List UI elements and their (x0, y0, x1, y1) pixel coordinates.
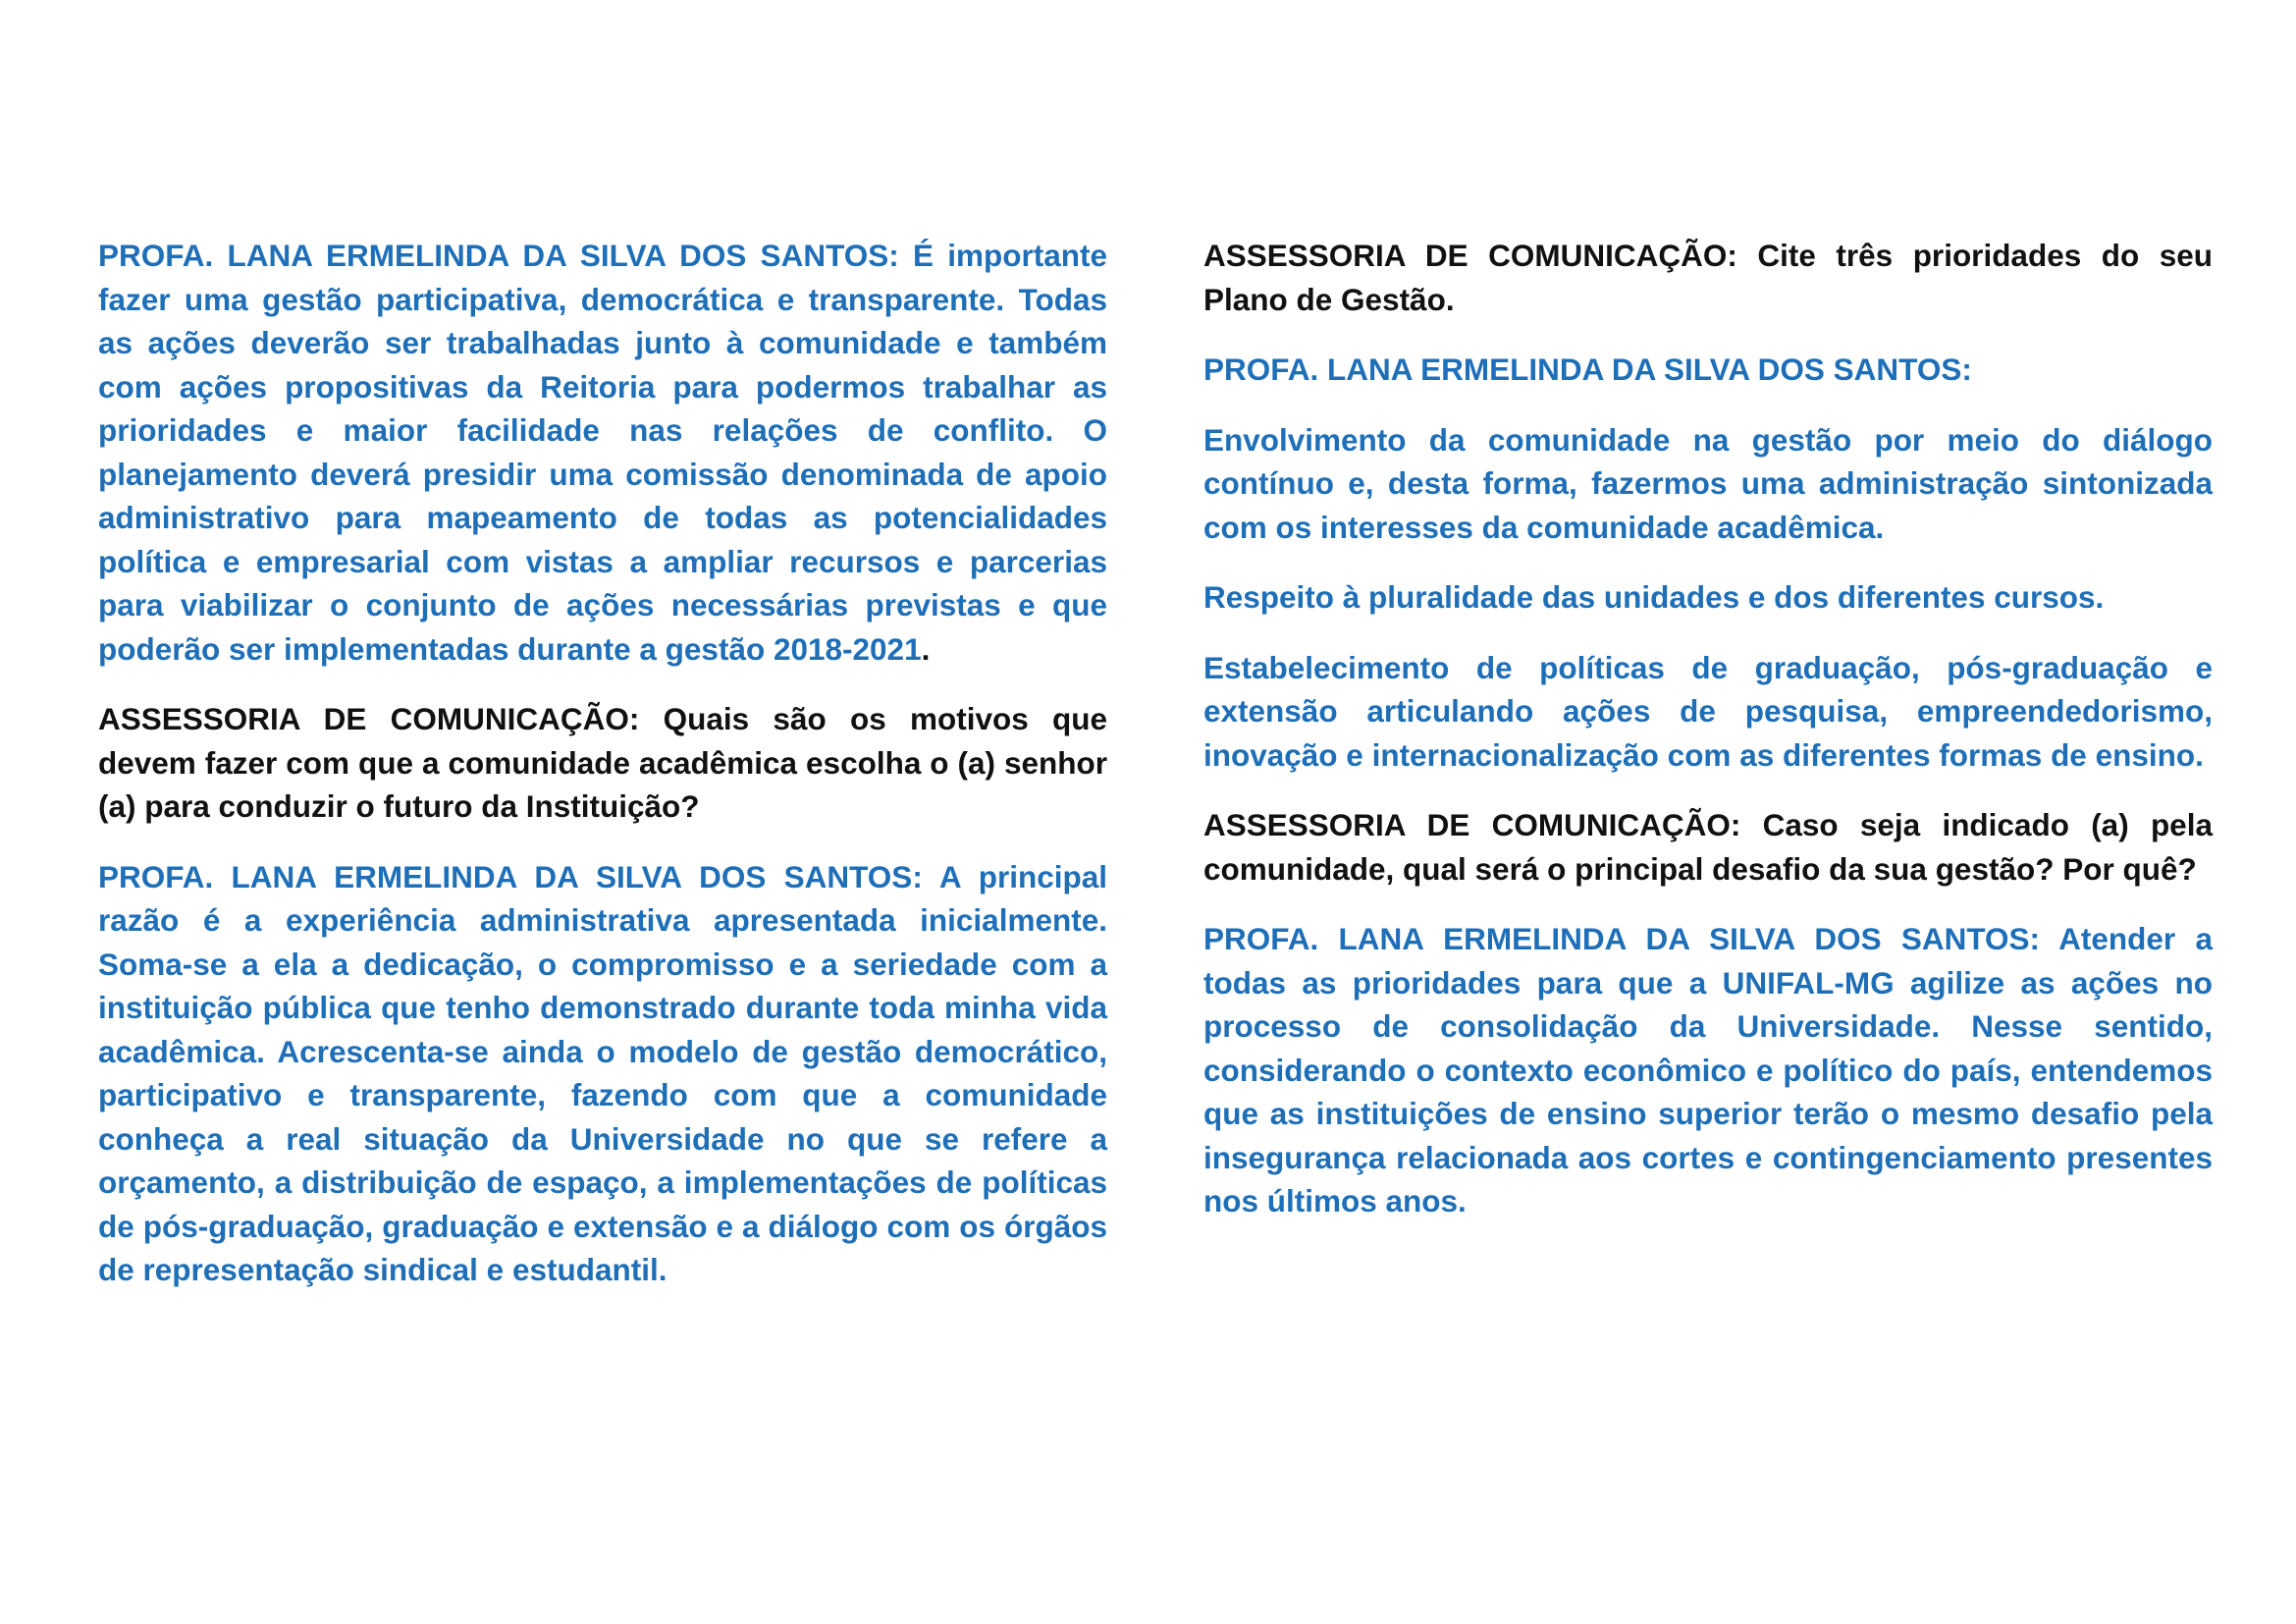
question-text: Cite três prioridades do seu Plano de Gestão. (1203, 238, 2213, 317)
priority-item-1: Envolvimento da comunidade na gestão por meio do diálogo contínuo e, desta forma, fazermos uma administração sintonizada com os interesses da comunidade acadêmica. (1203, 421, 2213, 545)
question-speaker: ASSESSORIA DE COMUNICAÇÃO: (98, 701, 640, 736)
answer-paragraph-1 (98, 234, 1107, 671)
question-paragraph-2 (98, 697, 1107, 829)
question-paragraph-4 (1203, 803, 2213, 891)
question-speaker: ASSESSORIA DE COMUNICAÇÃO: (1203, 238, 1737, 273)
answer-paragraph-4 (1203, 917, 2213, 1223)
question-speaker: ASSESSORIA DE COMUNICAÇÃO: (1203, 807, 1741, 842)
answer-text: É importante fazer uma gestão participativa, democrática e transparente. Todas as ações deverão ser trabalhadas junto à comunidade e também com ações propositivas da Reitoria para podermos trabalhar as prioridades e maior facilidade nas relações de conflito. O planejamento deverá presidir uma comissão denominada de apoio administrativo para mapeamento de todas as potencialidades política e empresarial com vistas a ampliar recursos e parcerias para viabilizar o conjunto de ações necessárias previstas e que poderão ser implementadas durante a gestão 2018-2021 (98, 238, 1107, 667)
answer-speaker: PROFA. LANA ERMELINDA DA SILVA DOS SANTOS: (98, 238, 899, 273)
priority-item-2: Respeito à pluralidade das unidades e dos diferentes cursos. (1203, 579, 2105, 615)
question-paragraph-3 (1203, 234, 2213, 321)
priority-item-3: Estabelecimento de políticas de graduação, pós-graduação e extensão articulando ações de pesquisa, empreendedorismo, inovação e internacionalização com as diferentes formas de ensino. (1203, 649, 2213, 773)
answer-paragraph-2 (98, 855, 1107, 1292)
answer-text: Atender a todas as prioridades para que a UNIFAL-MG agilize as ações no processo de consolidação da Universidade. Nesse sentido, considerando o contexto econômico e político do país, entendemos que as instituições de ensino superior terão o mesmo desafio pela insegurança relacionada aos cortes e contingenciamento presentes nos últimos anos. (1203, 921, 2213, 1218)
answer-end-punctuation: . (921, 630, 931, 667)
answer-speaker-heading: PROFA. LANA ERMELINDA DA SILVA DOS SANTOS: (1203, 352, 1972, 387)
right-column (1203, 234, 2213, 1250)
question-text: Caso seja indicado (a) pela comunidade, qual será o principal desafio da sua gestão? Por quê? (1203, 807, 2213, 887)
answer-text: A principal razão é a experiência administrativa apresentada inicialmente. Soma-se a ela a dedicação, o compromisso e a seriedade com a instituição pública que tenho demonstrado durante toda minha vida acadêmica. Acrescenta-se ainda o modelo de gestão democrático, participativo e transparente, fazendo com que a comunidade conheça a real situação da Universidade no que se refere a orçamento, a distribuição de espaço, a implementações de políticas de pós-graduação, graduação e extensão e a diálogo com os órgãos de representação sindical e estudantil. (98, 858, 1107, 1287)
answer-speaker: PROFA. LANA ERMELINDA DA SILVA DOS SANTOS: (1203, 921, 2041, 956)
left-column (98, 234, 1107, 1319)
answer-speaker: PROFA. LANA ERMELINDA DA SILVA DOS SANTOS: (98, 858, 923, 894)
question-text: Quais são os motivos que devem fazer com que a comunidade acadêmica escolha o (a) senhor (a) para conduzir o futuro da Instituição? (98, 701, 1107, 824)
